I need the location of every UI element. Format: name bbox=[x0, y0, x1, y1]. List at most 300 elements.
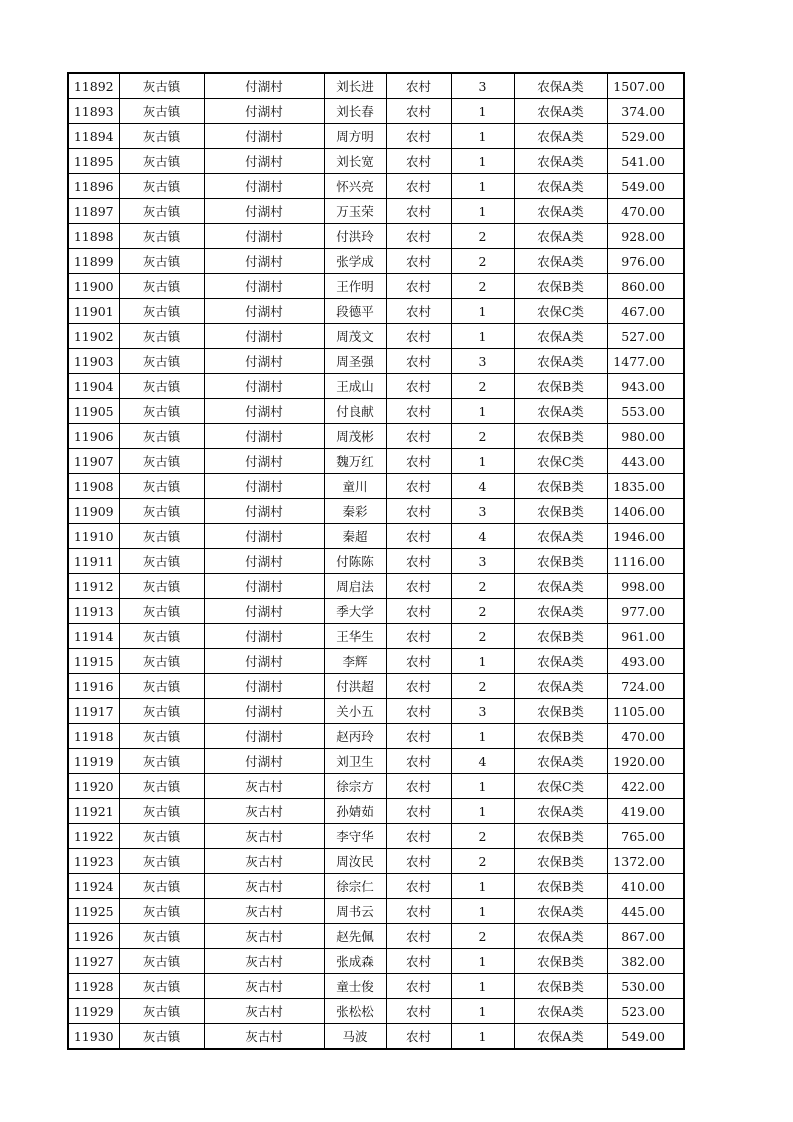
town-cell: 灰古镇 bbox=[119, 349, 204, 374]
town-cell: 灰古镇 bbox=[119, 899, 204, 924]
town-cell: 灰古镇 bbox=[119, 149, 204, 174]
village-cell: 付湖村 bbox=[204, 524, 324, 549]
household-type-cell: 农村 bbox=[386, 324, 451, 349]
member-count-cell: 1 bbox=[451, 799, 514, 824]
village-cell: 灰古村 bbox=[204, 924, 324, 949]
member-count-cell: 2 bbox=[451, 849, 514, 874]
record-id-cell: 11924 bbox=[68, 874, 119, 899]
household-type-cell: 农村 bbox=[386, 624, 451, 649]
amount-cell: 530.00 bbox=[607, 974, 684, 999]
insurance-category-cell: 农保B类 bbox=[514, 374, 607, 399]
record-id-cell: 11922 bbox=[68, 824, 119, 849]
town-cell: 灰古镇 bbox=[119, 499, 204, 524]
village-cell: 付湖村 bbox=[204, 349, 324, 374]
village-cell: 灰古村 bbox=[204, 899, 324, 924]
record-id-cell: 11926 bbox=[68, 924, 119, 949]
insurance-category-cell: 农保B类 bbox=[514, 874, 607, 899]
household-type-cell: 农村 bbox=[386, 924, 451, 949]
table-row bbox=[68, 224, 684, 249]
town-cell: 灰古镇 bbox=[119, 399, 204, 424]
town-cell: 灰古镇 bbox=[119, 674, 204, 699]
record-id-cell: 11900 bbox=[68, 274, 119, 299]
record-id-cell: 11906 bbox=[68, 424, 119, 449]
member-count-cell: 2 bbox=[451, 424, 514, 449]
record-id-cell: 11916 bbox=[68, 674, 119, 699]
town-cell: 灰古镇 bbox=[119, 324, 204, 349]
household-type-cell: 农村 bbox=[386, 374, 451, 399]
insurance-category-cell: 农保A类 bbox=[514, 174, 607, 199]
village-cell: 灰古村 bbox=[204, 974, 324, 999]
member-count-cell: 2 bbox=[451, 624, 514, 649]
town-cell: 灰古镇 bbox=[119, 824, 204, 849]
person-name-cell: 秦超 bbox=[324, 524, 386, 549]
table-row bbox=[68, 374, 684, 399]
table-row bbox=[68, 724, 684, 749]
amount-cell: 553.00 bbox=[607, 399, 684, 424]
table-row bbox=[68, 749, 684, 774]
household-type-cell: 农村 bbox=[386, 249, 451, 274]
member-count-cell: 1 bbox=[451, 949, 514, 974]
table-row bbox=[68, 624, 684, 649]
amount-cell: 1507.00 bbox=[607, 73, 684, 99]
table-body bbox=[68, 73, 684, 1049]
record-id-cell: 11908 bbox=[68, 474, 119, 499]
member-count-cell: 4 bbox=[451, 524, 514, 549]
person-name-cell: 李守华 bbox=[324, 824, 386, 849]
insurance-category-cell: 农保A类 bbox=[514, 924, 607, 949]
town-cell: 灰古镇 bbox=[119, 424, 204, 449]
person-name-cell: 张学成 bbox=[324, 249, 386, 274]
insurance-category-cell: 农保A类 bbox=[514, 349, 607, 374]
town-cell: 灰古镇 bbox=[119, 73, 204, 99]
insurance-category-cell: 农保A类 bbox=[514, 749, 607, 774]
insurance-category-cell: 农保A类 bbox=[514, 124, 607, 149]
insurance-category-cell: 农保A类 bbox=[514, 599, 607, 624]
member-count-cell: 2 bbox=[451, 924, 514, 949]
town-cell: 灰古镇 bbox=[119, 124, 204, 149]
household-type-cell: 农村 bbox=[386, 474, 451, 499]
household-type-cell: 农村 bbox=[386, 399, 451, 424]
household-type-cell: 农村 bbox=[386, 199, 451, 224]
household-type-cell: 农村 bbox=[386, 799, 451, 824]
village-cell: 付湖村 bbox=[204, 274, 324, 299]
record-id-cell: 11921 bbox=[68, 799, 119, 824]
insurance-category-cell: 农保B类 bbox=[514, 274, 607, 299]
table-row bbox=[68, 849, 684, 874]
town-cell: 灰古镇 bbox=[119, 624, 204, 649]
village-cell: 付湖村 bbox=[204, 149, 324, 174]
town-cell: 灰古镇 bbox=[119, 649, 204, 674]
person-name-cell: 王作明 bbox=[324, 274, 386, 299]
town-cell: 灰古镇 bbox=[119, 924, 204, 949]
records-table bbox=[67, 72, 685, 1050]
insurance-category-cell: 农保C类 bbox=[514, 299, 607, 324]
insurance-category-cell: 农保A类 bbox=[514, 574, 607, 599]
record-id-cell: 11928 bbox=[68, 974, 119, 999]
village-cell: 灰古村 bbox=[204, 774, 324, 799]
person-name-cell: 段德平 bbox=[324, 299, 386, 324]
table-row bbox=[68, 599, 684, 624]
table-row bbox=[68, 949, 684, 974]
insurance-category-cell: 农保B类 bbox=[514, 549, 607, 574]
table-row bbox=[68, 824, 684, 849]
insurance-category-cell: 农保B类 bbox=[514, 849, 607, 874]
table-row bbox=[68, 449, 684, 474]
member-count-cell: 1 bbox=[451, 774, 514, 799]
record-id-cell: 11930 bbox=[68, 1024, 119, 1050]
person-name-cell: 徐宗仁 bbox=[324, 874, 386, 899]
amount-cell: 445.00 bbox=[607, 899, 684, 924]
amount-cell: 961.00 bbox=[607, 624, 684, 649]
member-count-cell: 4 bbox=[451, 474, 514, 499]
amount-cell: 527.00 bbox=[607, 324, 684, 349]
town-cell: 灰古镇 bbox=[119, 749, 204, 774]
household-type-cell: 农村 bbox=[386, 949, 451, 974]
record-id-cell: 11898 bbox=[68, 224, 119, 249]
town-cell: 灰古镇 bbox=[119, 599, 204, 624]
village-cell: 付湖村 bbox=[204, 574, 324, 599]
household-type-cell: 农村 bbox=[386, 73, 451, 99]
member-count-cell: 1 bbox=[451, 99, 514, 124]
town-cell: 灰古镇 bbox=[119, 99, 204, 124]
table-row bbox=[68, 274, 684, 299]
table-row bbox=[68, 299, 684, 324]
amount-cell: 1116.00 bbox=[607, 549, 684, 574]
town-cell: 灰古镇 bbox=[119, 299, 204, 324]
household-type-cell: 农村 bbox=[386, 824, 451, 849]
village-cell: 付湖村 bbox=[204, 624, 324, 649]
amount-cell: 980.00 bbox=[607, 424, 684, 449]
person-name-cell: 孙婧茹 bbox=[324, 799, 386, 824]
amount-cell: 541.00 bbox=[607, 149, 684, 174]
table-row bbox=[68, 899, 684, 924]
member-count-cell: 1 bbox=[451, 399, 514, 424]
table-row bbox=[68, 874, 684, 899]
person-name-cell: 张松松 bbox=[324, 999, 386, 1024]
amount-cell: 998.00 bbox=[607, 574, 684, 599]
town-cell: 灰古镇 bbox=[119, 1024, 204, 1050]
household-type-cell: 农村 bbox=[386, 999, 451, 1024]
village-cell: 付湖村 bbox=[204, 724, 324, 749]
person-name-cell: 付陈陈 bbox=[324, 549, 386, 574]
table-row bbox=[68, 799, 684, 824]
household-type-cell: 农村 bbox=[386, 99, 451, 124]
village-cell: 付湖村 bbox=[204, 199, 324, 224]
amount-cell: 1920.00 bbox=[607, 749, 684, 774]
member-count-cell: 2 bbox=[451, 824, 514, 849]
household-type-cell: 农村 bbox=[386, 1024, 451, 1050]
village-cell: 付湖村 bbox=[204, 299, 324, 324]
town-cell: 灰古镇 bbox=[119, 274, 204, 299]
town-cell: 灰古镇 bbox=[119, 699, 204, 724]
amount-cell: 549.00 bbox=[607, 1024, 684, 1050]
village-cell: 付湖村 bbox=[204, 474, 324, 499]
village-cell: 付湖村 bbox=[204, 399, 324, 424]
insurance-category-cell: 农保A类 bbox=[514, 1024, 607, 1050]
person-name-cell: 周汝民 bbox=[324, 849, 386, 874]
town-cell: 灰古镇 bbox=[119, 849, 204, 874]
member-count-cell: 3 bbox=[451, 349, 514, 374]
household-type-cell: 农村 bbox=[386, 274, 451, 299]
village-cell: 付湖村 bbox=[204, 499, 324, 524]
table-row bbox=[68, 674, 684, 699]
record-id-cell: 11909 bbox=[68, 499, 119, 524]
town-cell: 灰古镇 bbox=[119, 249, 204, 274]
household-type-cell: 农村 bbox=[386, 499, 451, 524]
village-cell: 付湖村 bbox=[204, 549, 324, 574]
person-name-cell: 周书云 bbox=[324, 899, 386, 924]
village-cell: 付湖村 bbox=[204, 174, 324, 199]
table-row bbox=[68, 174, 684, 199]
member-count-cell: 1 bbox=[451, 649, 514, 674]
amount-cell: 1946.00 bbox=[607, 524, 684, 549]
table-row bbox=[68, 349, 684, 374]
insurance-category-cell: 农保B类 bbox=[514, 424, 607, 449]
amount-cell: 419.00 bbox=[607, 799, 684, 824]
member-count-cell: 1 bbox=[451, 974, 514, 999]
table-row bbox=[68, 924, 684, 949]
table-row bbox=[68, 574, 684, 599]
amount-cell: 1406.00 bbox=[607, 499, 684, 524]
village-cell: 付湖村 bbox=[204, 699, 324, 724]
town-cell: 灰古镇 bbox=[119, 724, 204, 749]
household-type-cell: 农村 bbox=[386, 974, 451, 999]
member-count-cell: 1 bbox=[451, 449, 514, 474]
person-name-cell: 季大学 bbox=[324, 599, 386, 624]
village-cell: 付湖村 bbox=[204, 99, 324, 124]
amount-cell: 943.00 bbox=[607, 374, 684, 399]
household-type-cell: 农村 bbox=[386, 549, 451, 574]
town-cell: 灰古镇 bbox=[119, 974, 204, 999]
member-count-cell: 1 bbox=[451, 324, 514, 349]
person-name-cell: 周圣强 bbox=[324, 349, 386, 374]
person-name-cell: 周茂彬 bbox=[324, 424, 386, 449]
household-type-cell: 农村 bbox=[386, 224, 451, 249]
record-id-cell: 11919 bbox=[68, 749, 119, 774]
village-cell: 付湖村 bbox=[204, 649, 324, 674]
record-id-cell: 11912 bbox=[68, 574, 119, 599]
person-name-cell: 怀兴亮 bbox=[324, 174, 386, 199]
insurance-category-cell: 农保A类 bbox=[514, 99, 607, 124]
household-type-cell: 农村 bbox=[386, 674, 451, 699]
insurance-category-cell: 农保B类 bbox=[514, 474, 607, 499]
member-count-cell: 3 bbox=[451, 699, 514, 724]
record-id-cell: 11894 bbox=[68, 124, 119, 149]
record-id-cell: 11905 bbox=[68, 399, 119, 424]
village-cell: 付湖村 bbox=[204, 249, 324, 274]
insurance-category-cell: 农保A类 bbox=[514, 324, 607, 349]
insurance-category-cell: 农保A类 bbox=[514, 799, 607, 824]
amount-cell: 470.00 bbox=[607, 724, 684, 749]
record-id-cell: 11920 bbox=[68, 774, 119, 799]
village-cell: 付湖村 bbox=[204, 674, 324, 699]
insurance-category-cell: 农保B类 bbox=[514, 499, 607, 524]
table-row bbox=[68, 99, 684, 124]
record-id-cell: 11892 bbox=[68, 73, 119, 99]
village-cell: 付湖村 bbox=[204, 73, 324, 99]
insurance-category-cell: 农保B类 bbox=[514, 974, 607, 999]
household-type-cell: 农村 bbox=[386, 774, 451, 799]
village-cell: 灰古村 bbox=[204, 1024, 324, 1050]
amount-cell: 467.00 bbox=[607, 299, 684, 324]
household-type-cell: 农村 bbox=[386, 149, 451, 174]
household-type-cell: 农村 bbox=[386, 449, 451, 474]
record-id-cell: 11918 bbox=[68, 724, 119, 749]
town-cell: 灰古镇 bbox=[119, 874, 204, 899]
table-row bbox=[68, 649, 684, 674]
record-id-cell: 11929 bbox=[68, 999, 119, 1024]
member-count-cell: 1 bbox=[451, 1024, 514, 1050]
insurance-category-cell: 农保A类 bbox=[514, 249, 607, 274]
town-cell: 灰古镇 bbox=[119, 449, 204, 474]
person-name-cell: 刘卫生 bbox=[324, 749, 386, 774]
person-name-cell: 关小五 bbox=[324, 699, 386, 724]
amount-cell: 724.00 bbox=[607, 674, 684, 699]
person-name-cell: 王华生 bbox=[324, 624, 386, 649]
record-id-cell: 11901 bbox=[68, 299, 119, 324]
household-type-cell: 农村 bbox=[386, 699, 451, 724]
amount-cell: 765.00 bbox=[607, 824, 684, 849]
member-count-cell: 1 bbox=[451, 999, 514, 1024]
member-count-cell: 2 bbox=[451, 599, 514, 624]
village-cell: 付湖村 bbox=[204, 374, 324, 399]
insurance-category-cell: 农保A类 bbox=[514, 199, 607, 224]
village-cell: 付湖村 bbox=[204, 749, 324, 774]
insurance-category-cell: 农保B类 bbox=[514, 699, 607, 724]
person-name-cell: 周方明 bbox=[324, 124, 386, 149]
record-id-cell: 11904 bbox=[68, 374, 119, 399]
household-type-cell: 农村 bbox=[386, 299, 451, 324]
amount-cell: 422.00 bbox=[607, 774, 684, 799]
person-name-cell: 付洪超 bbox=[324, 674, 386, 699]
table-row bbox=[68, 474, 684, 499]
amount-cell: 470.00 bbox=[607, 199, 684, 224]
table-row bbox=[68, 199, 684, 224]
person-name-cell: 赵丙玲 bbox=[324, 724, 386, 749]
town-cell: 灰古镇 bbox=[119, 174, 204, 199]
member-count-cell: 1 bbox=[451, 149, 514, 174]
person-name-cell: 万玉荣 bbox=[324, 199, 386, 224]
household-type-cell: 农村 bbox=[386, 724, 451, 749]
member-count-cell: 1 bbox=[451, 124, 514, 149]
insurance-category-cell: 农保A类 bbox=[514, 674, 607, 699]
person-name-cell: 周茂文 bbox=[324, 324, 386, 349]
table-row bbox=[68, 549, 684, 574]
amount-cell: 523.00 bbox=[607, 999, 684, 1024]
table-row bbox=[68, 974, 684, 999]
town-cell: 灰古镇 bbox=[119, 774, 204, 799]
member-count-cell: 2 bbox=[451, 274, 514, 299]
amount-cell: 374.00 bbox=[607, 99, 684, 124]
insurance-category-cell: 农保A类 bbox=[514, 224, 607, 249]
member-count-cell: 3 bbox=[451, 499, 514, 524]
table-row bbox=[68, 524, 684, 549]
table-row bbox=[68, 73, 684, 99]
table-row bbox=[68, 774, 684, 799]
person-name-cell: 张成森 bbox=[324, 949, 386, 974]
member-count-cell: 1 bbox=[451, 874, 514, 899]
town-cell: 灰古镇 bbox=[119, 524, 204, 549]
insurance-category-cell: 农保C类 bbox=[514, 449, 607, 474]
household-type-cell: 农村 bbox=[386, 849, 451, 874]
amount-cell: 549.00 bbox=[607, 174, 684, 199]
village-cell: 灰古村 bbox=[204, 999, 324, 1024]
record-id-cell: 11914 bbox=[68, 624, 119, 649]
household-type-cell: 农村 bbox=[386, 899, 451, 924]
person-name-cell: 刘长宽 bbox=[324, 149, 386, 174]
record-id-cell: 11913 bbox=[68, 599, 119, 624]
person-name-cell: 刘长春 bbox=[324, 99, 386, 124]
village-cell: 灰古村 bbox=[204, 849, 324, 874]
table-row bbox=[68, 249, 684, 274]
member-count-cell: 4 bbox=[451, 749, 514, 774]
record-id-cell: 11917 bbox=[68, 699, 119, 724]
table-row bbox=[68, 324, 684, 349]
member-count-cell: 2 bbox=[451, 574, 514, 599]
village-cell: 灰古村 bbox=[204, 824, 324, 849]
member-count-cell: 1 bbox=[451, 199, 514, 224]
amount-cell: 443.00 bbox=[607, 449, 684, 474]
record-id-cell: 11911 bbox=[68, 549, 119, 574]
household-type-cell: 农村 bbox=[386, 424, 451, 449]
person-name-cell: 赵先佩 bbox=[324, 924, 386, 949]
town-cell: 灰古镇 bbox=[119, 199, 204, 224]
table-row bbox=[68, 999, 684, 1024]
insurance-category-cell: 农保C类 bbox=[514, 774, 607, 799]
record-id-cell: 11893 bbox=[68, 99, 119, 124]
household-type-cell: 农村 bbox=[386, 649, 451, 674]
insurance-category-cell: 农保B类 bbox=[514, 624, 607, 649]
record-id-cell: 11895 bbox=[68, 149, 119, 174]
village-cell: 付湖村 bbox=[204, 124, 324, 149]
record-id-cell: 11897 bbox=[68, 199, 119, 224]
person-name-cell: 马波 bbox=[324, 1024, 386, 1050]
member-count-cell: 1 bbox=[451, 299, 514, 324]
table-row bbox=[68, 424, 684, 449]
village-cell: 付湖村 bbox=[204, 224, 324, 249]
record-id-cell: 11896 bbox=[68, 174, 119, 199]
town-cell: 灰古镇 bbox=[119, 224, 204, 249]
town-cell: 灰古镇 bbox=[119, 474, 204, 499]
table-row bbox=[68, 499, 684, 524]
person-name-cell: 付良献 bbox=[324, 399, 386, 424]
person-name-cell: 王成山 bbox=[324, 374, 386, 399]
person-name-cell: 付洪玲 bbox=[324, 224, 386, 249]
record-id-cell: 11925 bbox=[68, 899, 119, 924]
amount-cell: 860.00 bbox=[607, 274, 684, 299]
person-name-cell: 秦彩 bbox=[324, 499, 386, 524]
person-name-cell: 李辉 bbox=[324, 649, 386, 674]
amount-cell: 529.00 bbox=[607, 124, 684, 149]
person-name-cell: 徐宗方 bbox=[324, 774, 386, 799]
member-count-cell: 3 bbox=[451, 73, 514, 99]
insurance-category-cell: 农保A类 bbox=[514, 399, 607, 424]
person-name-cell: 童川 bbox=[324, 474, 386, 499]
amount-cell: 977.00 bbox=[607, 599, 684, 624]
town-cell: 灰古镇 bbox=[119, 374, 204, 399]
record-id-cell: 11902 bbox=[68, 324, 119, 349]
record-id-cell: 11923 bbox=[68, 849, 119, 874]
amount-cell: 1477.00 bbox=[607, 349, 684, 374]
amount-cell: 493.00 bbox=[607, 649, 684, 674]
village-cell: 灰古村 bbox=[204, 949, 324, 974]
table-row bbox=[68, 699, 684, 724]
insurance-category-cell: 农保B类 bbox=[514, 824, 607, 849]
amount-cell: 410.00 bbox=[607, 874, 684, 899]
member-count-cell: 2 bbox=[451, 249, 514, 274]
amount-cell: 1105.00 bbox=[607, 699, 684, 724]
member-count-cell: 2 bbox=[451, 674, 514, 699]
